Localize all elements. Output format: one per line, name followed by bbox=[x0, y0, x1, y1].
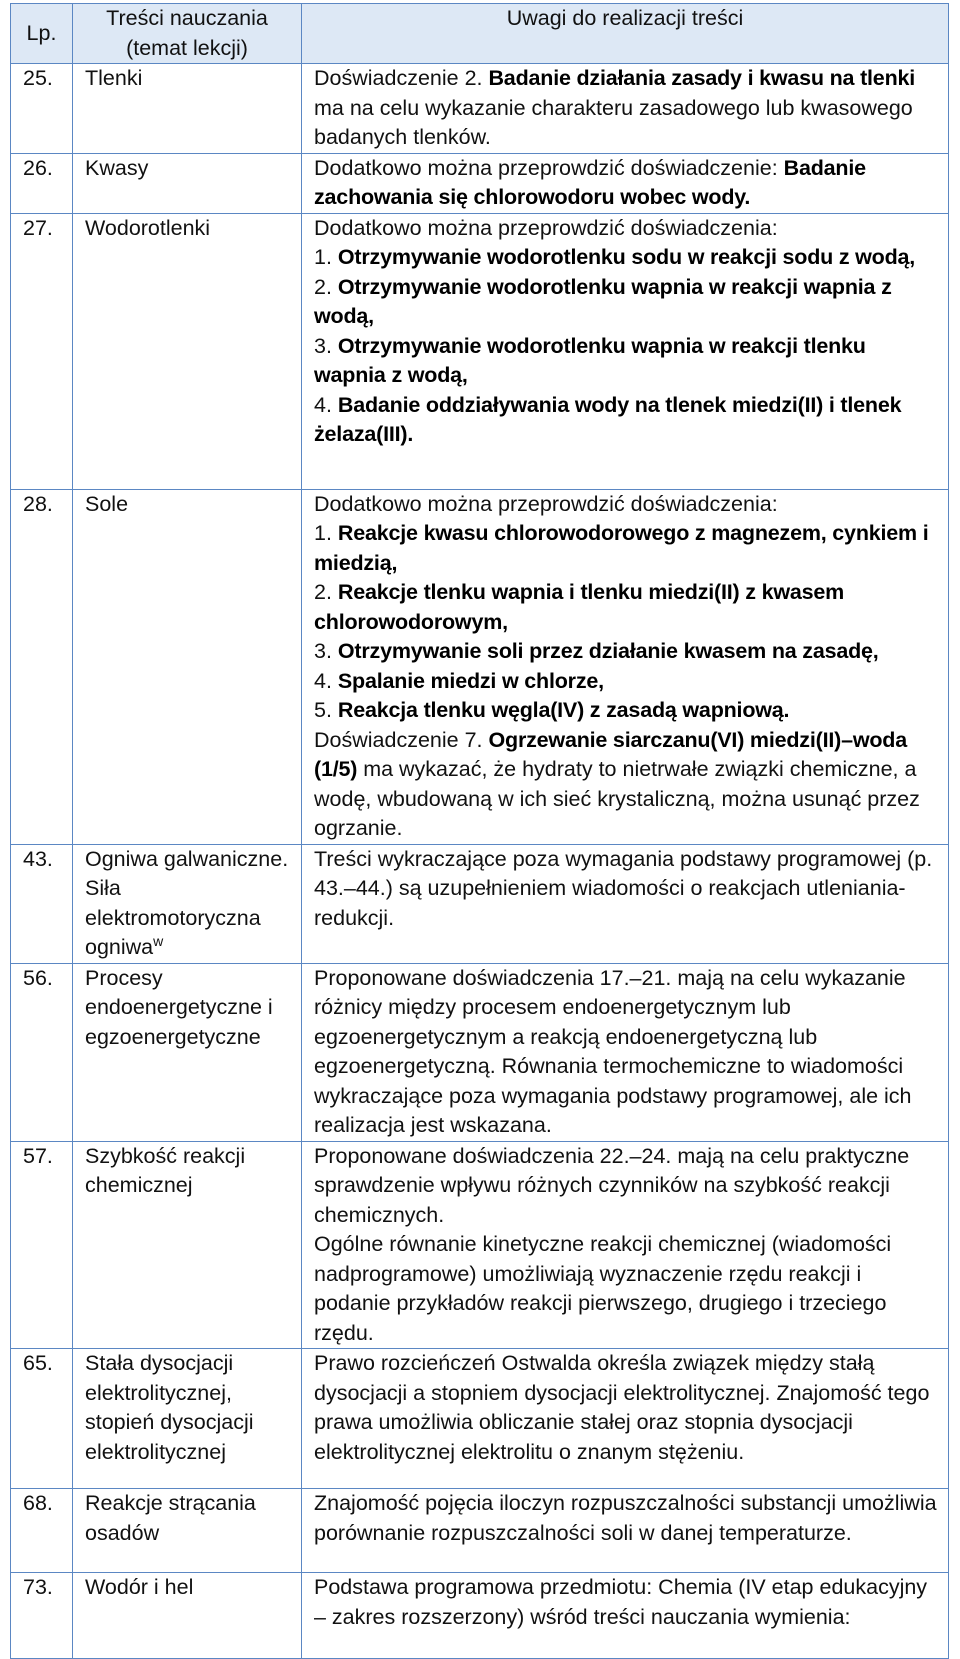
topic-text: Kwasy bbox=[85, 155, 149, 180]
notes-segment: Reakcja tlenku węgla(IV) z zasadą wapniową. bbox=[337, 698, 790, 722]
notes-segment: Znajomość pojęcia iloczyn rozpuszczalności substancji umożliwia porównanie rozpuszczalności soli w danej temperaturze. bbox=[314, 1491, 937, 1545]
row-topic bbox=[73, 1573, 302, 1659]
table-header-row bbox=[11, 4, 949, 64]
row-number: 57. bbox=[11, 1141, 73, 1349]
notes-segment: 4. bbox=[314, 392, 338, 417]
notes-line bbox=[314, 1230, 942, 1348]
row-topic bbox=[73, 963, 302, 1141]
notes-line bbox=[314, 667, 942, 697]
table-row bbox=[11, 489, 949, 844]
row-number: 25. bbox=[11, 64, 73, 154]
topic-text: Wodorotlenki bbox=[85, 215, 211, 240]
table-row bbox=[11, 844, 949, 963]
row-topic bbox=[73, 64, 302, 154]
header-notes: Uwagi do realizacji treści bbox=[302, 4, 949, 64]
table-row bbox=[11, 1489, 949, 1573]
table-row bbox=[11, 213, 949, 489]
notes-line bbox=[314, 696, 942, 726]
notes-line bbox=[314, 578, 942, 637]
notes-line bbox=[314, 214, 942, 244]
topic-text: Ogniwa galwaniczne. Siła elektromotoryczna ogniwa bbox=[85, 846, 289, 959]
table-row bbox=[11, 1349, 949, 1489]
row-notes bbox=[302, 844, 949, 963]
header-lp: Lp. bbox=[11, 4, 73, 64]
row-number: 68. bbox=[11, 1489, 73, 1573]
notes-segment: Badanie zachowania się chlorowodoru wobec wody. bbox=[314, 155, 866, 209]
notes-segment: 5. bbox=[314, 698, 338, 722]
notes-segment: Ogólne równanie kinetyczne reakcji chemicznej (wiadomości nadprogramowe) umożliwiają wyznaczenie rzędu reakcji i podanie przykładów reakcji pierwszego, drugiego i trzeciego rzędu. bbox=[314, 1232, 892, 1345]
row-number: 27. bbox=[11, 213, 73, 489]
row-notes bbox=[302, 153, 949, 213]
notes-segment: 3. bbox=[314, 333, 338, 358]
notes-segment: Doświadczenie 2. bbox=[314, 66, 489, 90]
notes-segment: Treści wykraczające poza wymagania podstawy programowej (p. 43.–44.) są uzupełnieniem wiadomości o reakcjach utleniania-redukcji. bbox=[314, 846, 933, 930]
topic-text: Szybkość reakcji chemicznej bbox=[85, 1143, 246, 1197]
row-number: 43. bbox=[11, 844, 73, 963]
notes-segment: Otrzymywanie wodorotlenku wapnia w reakcji wapnia z wodą, bbox=[314, 274, 892, 328]
notes-segment: Doświadczenie 7. bbox=[314, 727, 489, 752]
notes-segment: Proponowane doświadczenia 22.–24. mają na celu praktyczne sprawdzenie wpływu różnych czynników na szybkość reakcji chemicznych. bbox=[314, 1143, 910, 1227]
row-notes bbox=[302, 1349, 949, 1489]
topic-text: Sole bbox=[85, 491, 129, 516]
notes-segment: Badanie oddziaływania wody na tlenek miedzi(II) i tlenek żelaza(III). bbox=[314, 392, 902, 446]
topic-text: Wodór i hel bbox=[85, 1575, 194, 1599]
topic-superscript: w bbox=[153, 932, 164, 949]
row-number: 65. bbox=[11, 1349, 73, 1489]
row-number: 73. bbox=[11, 1573, 73, 1659]
notes-segment: Dodatkowo można przeprowdzić doświadczenia: bbox=[314, 215, 778, 240]
notes-segment: Otrzymywanie wodorotlenku wapnia w reakcji tlenku wapnia z wodą, bbox=[314, 333, 866, 387]
notes-segment: 4. bbox=[314, 668, 338, 693]
curriculum-table bbox=[10, 3, 949, 1659]
notes-line bbox=[314, 243, 942, 273]
table-row bbox=[11, 963, 949, 1141]
notes-segment: 1. bbox=[314, 521, 338, 545]
notes-line bbox=[314, 726, 942, 844]
row-notes bbox=[302, 64, 949, 154]
row-topic bbox=[73, 213, 302, 489]
notes-line bbox=[314, 519, 942, 578]
curriculum-notes-document bbox=[10, 3, 948, 1659]
notes-segment: Dodatkowo można przeprowdzić doświadczenia: bbox=[314, 491, 778, 516]
notes-segment: Dodatkowo można przeprowdzić doświadczenie: bbox=[314, 155, 784, 180]
table-row bbox=[11, 1141, 949, 1349]
table-row bbox=[11, 64, 949, 154]
notes-segment: Otrzymywanie wodorotlenku sodu w reakcji sodu z wodą, bbox=[337, 245, 916, 269]
notes-segment: Prawo rozcieńczeń Ostwalda określa związek między stałą dysocjacji a stopniem dysocjacji elektrolitycznej. Znajomość tego prawa umożliwia obliczanie stałej oraz stopnia dysocjacji elektrolitycznej elektrolitu o znanym stężeniu. bbox=[314, 1351, 930, 1464]
table-body bbox=[11, 64, 949, 1659]
notes-segment: Proponowane doświadczenia 17.–21. mają na celu wykazanie różnicy między procesem endoenergetycznym lub egzoenergetycznym a reakcją endoenergetyczną lub egzoenergetyczną. Równania termochemiczne to wiadomości wykraczające poza wymagania podstawy programowej, ale ich realizacja jest wskazana. bbox=[314, 965, 912, 1137]
row-notes bbox=[302, 1489, 949, 1573]
notes-line bbox=[314, 637, 942, 667]
notes-segment: Ogrzewanie siarczanu(VI) miedzi(II)–woda (1/5) bbox=[314, 727, 907, 781]
row-topic bbox=[73, 1141, 302, 1349]
row-notes bbox=[302, 963, 949, 1141]
row-number: 56. bbox=[11, 963, 73, 1141]
row-notes bbox=[302, 1141, 949, 1349]
notes-segment: 2. bbox=[314, 274, 338, 299]
row-topic bbox=[73, 1489, 302, 1573]
notes-segment: Reakcje tlenku wapnia i tlenku miedzi(II) z kwasem chlorowodorowym, bbox=[314, 580, 845, 634]
notes-segment: Podstawa programowa przedmiotu: Chemia (IV etap edukacyjny – zakres rozszerzony) wśród treści nauczania wymienia: bbox=[314, 1575, 928, 1629]
topic-text: Reakcje strącania osadów bbox=[85, 1491, 256, 1545]
notes-segment: Badanie działania zasady i kwasu na tlenki bbox=[488, 66, 916, 90]
row-number: 28. bbox=[11, 489, 73, 844]
row-notes bbox=[302, 213, 949, 489]
notes-line bbox=[314, 332, 942, 391]
notes-line bbox=[314, 273, 942, 332]
notes-segment: ma na celu wykazanie charakteru zasadowego lub kwasowego badanych tlenków. bbox=[314, 95, 913, 149]
row-topic bbox=[73, 1349, 302, 1489]
notes-line bbox=[314, 391, 942, 450]
topic-text: Tlenki bbox=[85, 66, 143, 90]
notes-segment: Reakcje kwasu chlorowodorowego z magnezem, cynkiem i miedzią, bbox=[314, 521, 929, 575]
table-row bbox=[11, 153, 949, 213]
notes-segment: 2. bbox=[314, 580, 338, 604]
topic-text: Procesy endoenergetyczne i egzoenergetyczne bbox=[85, 965, 273, 1049]
notes-segment: ma wykazać, że hydraty to nietrwałe związki chemiczne, a wodę, wbudowaną w ich sieć krystaliczną, można usunąć przez ogrzanie. bbox=[314, 757, 920, 840]
row-topic bbox=[73, 844, 302, 963]
notes-line bbox=[314, 490, 942, 520]
notes-segment: 3. bbox=[314, 639, 338, 663]
row-topic bbox=[73, 489, 302, 844]
header-topic: Treści nauczania (temat lekcji) bbox=[73, 4, 302, 64]
row-notes bbox=[302, 489, 949, 844]
row-topic bbox=[73, 153, 302, 213]
row-number: 26. bbox=[11, 153, 73, 213]
notes-line bbox=[314, 1142, 942, 1231]
row-notes bbox=[302, 1573, 949, 1659]
notes-segment: 1. bbox=[314, 245, 338, 269]
topic-text: Stała dysocjacji elektrolitycznej, stopień dysocjacji elektrolitycznej bbox=[85, 1351, 254, 1464]
notes-segment: Otrzymywanie soli przez działanie kwasem na zasadę, bbox=[337, 639, 879, 663]
notes-segment: Spalanie miedzi w chlorze, bbox=[337, 668, 604, 693]
table-row bbox=[11, 1573, 949, 1659]
